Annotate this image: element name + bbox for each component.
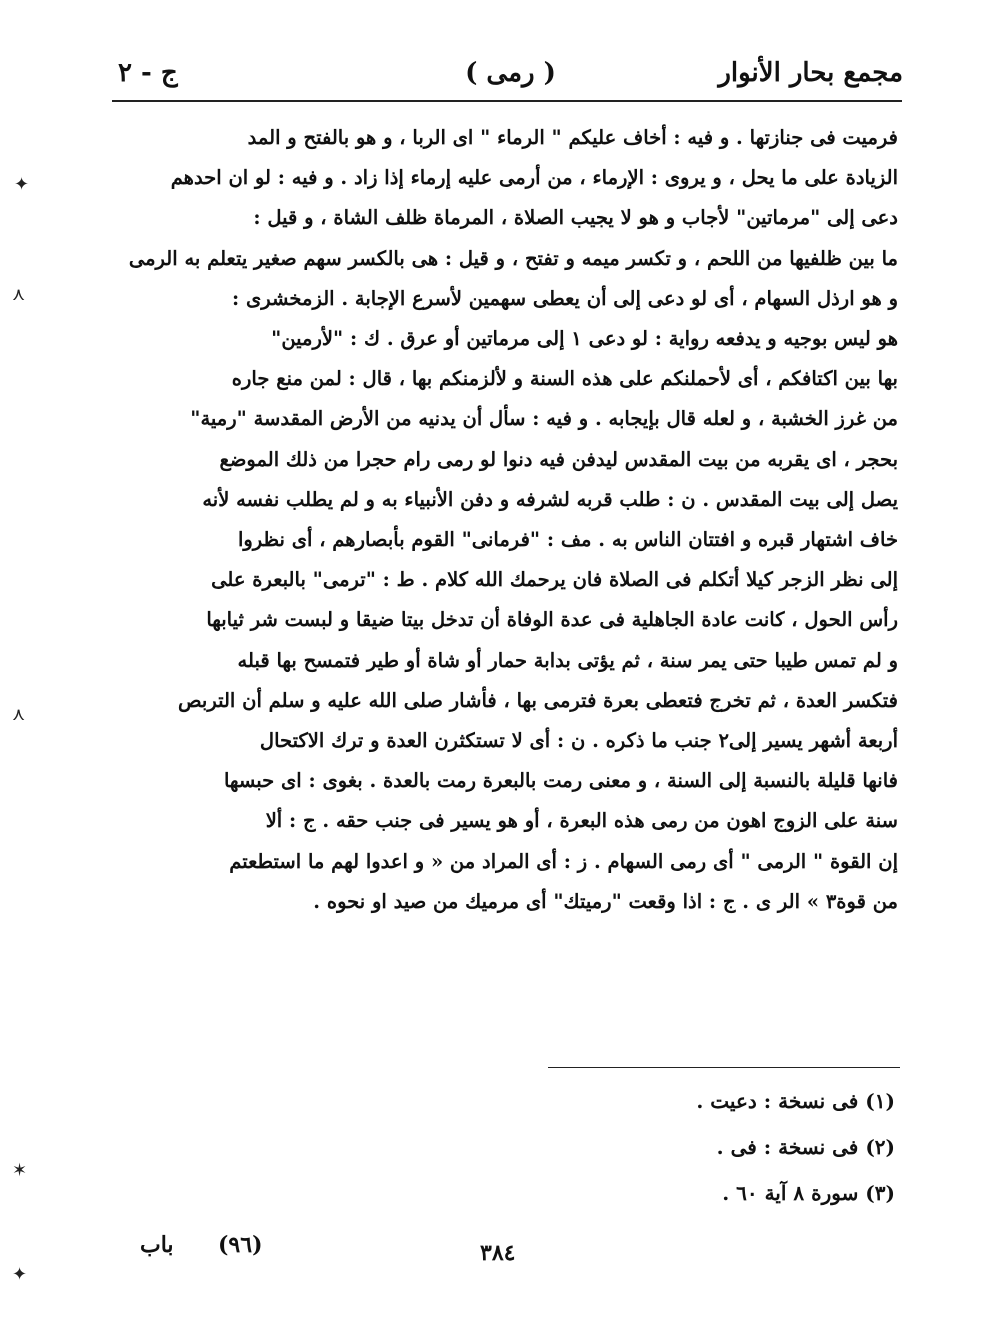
running-header	[118, 52, 903, 98]
footnote: (١) فى نسخة : دعيت .	[696, 1089, 895, 1113]
text-line: إن القوة " الرمى " أى رمى السهام . ز : أى المراد من « و اعدوا لهم ما استطعتم	[229, 849, 898, 873]
margin-mark-icon: ✶	[12, 1160, 28, 1181]
text-line: رأس الحول ، كانت عادة الجاهلية فى عدة الوفاة أن تدخل بيتا ضيقا و لبست شر ثيابها	[206, 608, 898, 632]
page-footer	[140, 1232, 540, 1272]
margin-mark-icon: ✦	[12, 1264, 28, 1285]
margin-mark-icon: ⋏	[12, 284, 26, 305]
footnotes	[500, 1078, 895, 1216]
footnote: (٣) سورة ٨ آية ٦٠ .	[722, 1181, 895, 1205]
text-line: ما بين ظلفيها من اللحم ، و تكسر ميمه و تفتح ، و قيل : هى بالكسر سهم صغير يتعلم به الرمى	[128, 246, 898, 270]
text-line: و لم تمس طيبا حتى يمر سنة ، ثم يؤتى بدابة حمار أو شاة أو طير فتمسح بها قبله	[237, 648, 898, 672]
entry-heading: ( رمى )	[465, 58, 556, 88]
margin-mark-icon: ⋏	[12, 704, 26, 725]
text-line: و هو ارذل السهام ، أى لو دعى إلى أن يعطى سهمين لأسرع الإجابة . الزمخشرى :	[232, 286, 898, 310]
text-line: يصل إلى بيت المقدس . ن : طلب قربه لشرفه و دفن الأنبياء به و لم يطلب نفسه لأنه	[202, 487, 898, 511]
text-line: من قوة٣ » الر ى . ج : اذا وقعت "رميتك" أى مرميك من صيد او نحوه .	[313, 889, 898, 913]
book-title: مجمع بحار الأنوار	[718, 58, 903, 88]
main-text	[118, 118, 898, 922]
volume-label: ج - ٢	[118, 58, 178, 88]
text-line: بحجر ، اى يقربه من بيت المقدس ليدفن فيه دنوا لو رمى رام حجرا من ذلك الموضع	[219, 447, 898, 471]
margin-mark-icon: ✦	[14, 174, 30, 195]
text-line: أربعة أشهر يسير إلى٢ جنب ما ذكره . ن : أى لا تستكثرن العدة و ترك الاكتحال	[259, 729, 898, 753]
text-line: من غرز الخشبة ، و لعله قال بإيجابه . و فيه : سأل أن يدنيه من الأرض المقدسة "رمية"	[190, 407, 898, 431]
text-line: هو ليس بوجيه و يدفعه رواية : لو دعى ١ إلى مرماتين أو عرق . ك : "لأرمين"	[271, 327, 898, 351]
text-line: فتكسر العدة ، ثم تخرج فتعطى بعرة فترمى بها ، فأشار صلى الله عليه و سلم أن التربص	[178, 688, 898, 712]
text-line: فانها قليلة بالنسبة إلى السنة ، و معنى رمت بالبعرة رمت بالعدة . بغوى : اى حبسها	[223, 769, 898, 793]
text-line: سنة على الزوج اهون من رمى هذه البعرة ، أو هو يسير فى جنب حقه . ج : ألا	[265, 809, 898, 833]
page-number: ٣٨٤	[480, 1240, 516, 1266]
footnote-divider	[548, 1067, 900, 1068]
chapter-label: باب	[140, 1232, 174, 1258]
chapter-number: (٩٦)	[218, 1232, 263, 1258]
text-line: بها بين اكتافكم ، أى لأحملنكم على هذه السنة و لألزمنكم بها ، قال : لمن منع جاره	[231, 367, 898, 391]
text-line: إلى نظر الزجر كيلا أتكلم فى الصلاة فان يرحمك الله كلام . ط : "ترمى" بالبعرة على	[211, 568, 898, 592]
text-line: فرميت فى جنازتها . و فيه : أخاف عليكم " الرماء " اى الربا ، و هو بالفتح و المد	[247, 126, 898, 149]
footnote: (٢) فى نسخة : فى .	[716, 1135, 895, 1159]
text-line: خاف اشتهار قبره و افتتان الناس به . مف : "فرمانى" القوم بأبصارهم ، أى نظروا	[237, 528, 898, 552]
header-divider	[112, 100, 902, 102]
text-line: الزيادة على ما يحل ، و يروى : الإرماء ، من أرمى عليه إرماء إذا زاد . و فيه : لو ان احدهم	[170, 166, 898, 190]
text-line: دعى إلى "مرماتين" لأجاب و هو لا يجيب الصلاة ، المرماة ظلف الشاة ، و قيل :	[253, 206, 898, 230]
